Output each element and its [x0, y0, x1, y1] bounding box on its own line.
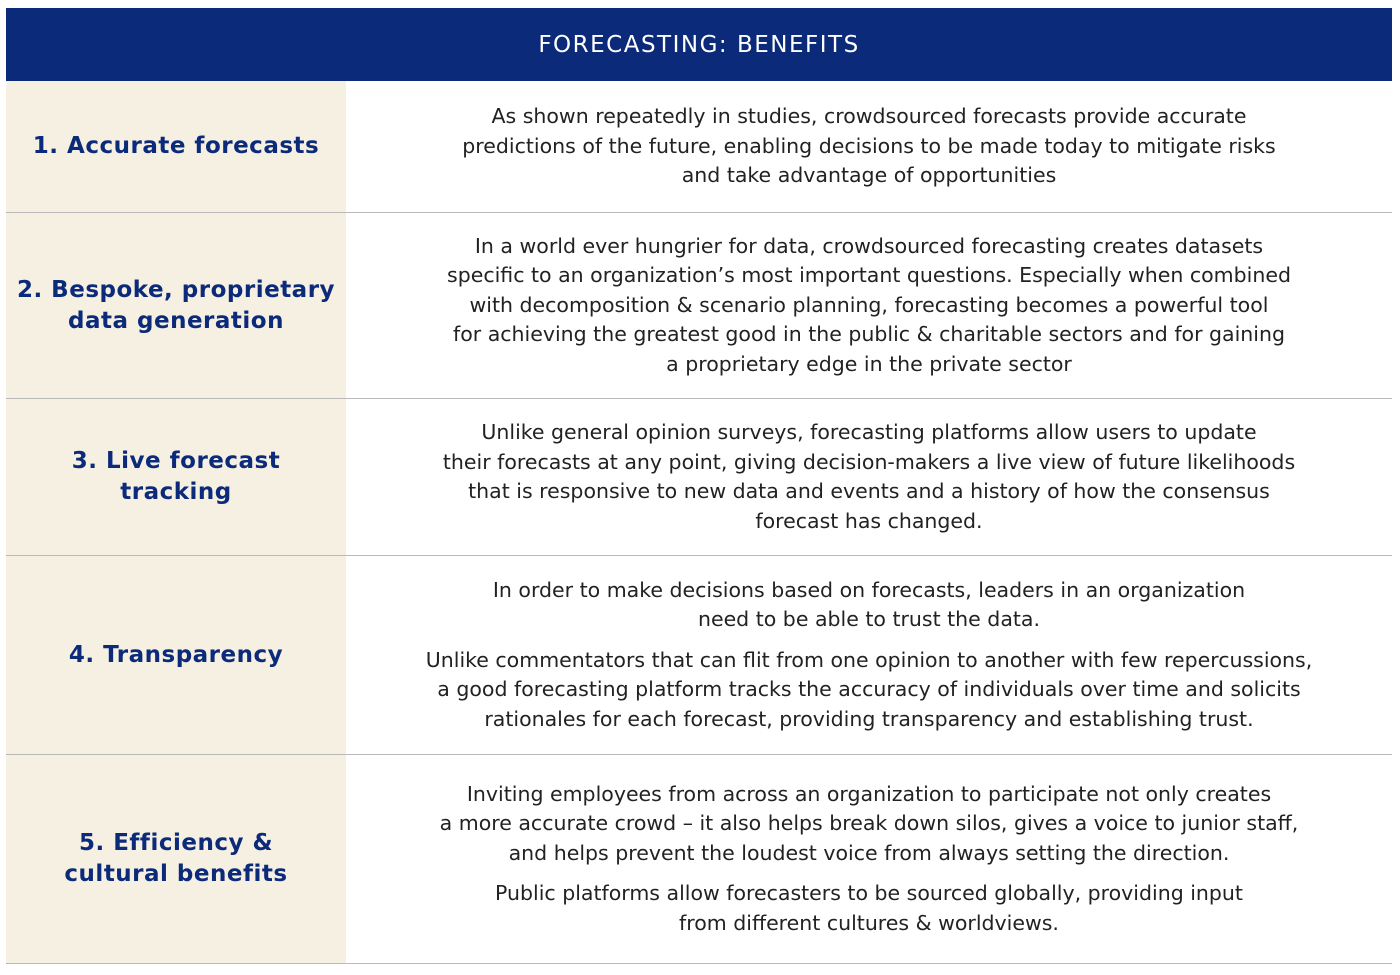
- description-line: need to be able to trust the data.: [697, 607, 1040, 632]
- benefit-label-line: 3. Live forecast tracking: [71, 448, 281, 505]
- benefit-description: [346, 213, 1392, 398]
- description-line: In a world ever hungrier for data, crowdsourced forecasting creates datasets: [474, 233, 1264, 258]
- description-line: In order to make decisions based on forecasts, leaders in an organization: [492, 577, 1246, 602]
- benefit-label-line: 2. Bespoke, proprietary: [16, 276, 336, 303]
- benefit-label-line: cultural benefits: [64, 861, 288, 887]
- table-row: [6, 399, 1392, 556]
- description-line: a good forecasting platform tracks the accuracy of individuals over time and solicits: [437, 677, 1301, 702]
- table-header: [6, 8, 1392, 81]
- description-paragraph: [443, 418, 1295, 536]
- benefit-label-line: 1. Accurate forecasts: [32, 133, 320, 159]
- benefit-label: [6, 213, 346, 398]
- benefit-label-line: 5. Efficiency &: [78, 830, 274, 856]
- description-line: rationales for each forecast, providing transparency and establishing trust.: [484, 706, 1254, 731]
- description-line: forecast has changed.: [755, 508, 983, 533]
- description-line: specific to an organization’s most important questions. Especially when combined: [447, 263, 1291, 288]
- benefit-label: [6, 556, 346, 754]
- description-paragraph: [426, 646, 1313, 735]
- description-line: As shown repeatedly in studies, crowdsourced forecasts provide accurate: [491, 104, 1247, 129]
- description-line: with decomposition & scenario planning, forecasting becomes a powerful tool: [469, 292, 1269, 317]
- benefit-label: [6, 81, 346, 212]
- table-row: [6, 213, 1392, 399]
- description-line: and take advantage of opportunities: [681, 163, 1057, 188]
- description-line: from different cultures & worldviews.: [679, 910, 1059, 935]
- description-line: that is responsive to new data and events and a history of how the consensus: [468, 479, 1270, 503]
- benefit-label: [6, 755, 346, 963]
- table-row: [6, 81, 1392, 213]
- description-line: predictions of the future, enabling decisions to be made today to mitigate risks: [462, 133, 1276, 158]
- benefit-label-line: 4. Transparency: [68, 641, 284, 668]
- description-paragraph: [495, 879, 1243, 938]
- table-row: [6, 556, 1392, 755]
- benefit-description: [346, 399, 1392, 555]
- table-body: [6, 81, 1392, 964]
- description-paragraph: [462, 102, 1275, 191]
- benefit-label: [6, 399, 346, 555]
- table-title: FORECASTING: BENEFITS: [538, 31, 860, 58]
- description-line: Inviting employees from across an organization to participate not only creates: [466, 781, 1272, 806]
- description-paragraph: [440, 780, 1299, 869]
- benefit-description: [346, 556, 1392, 754]
- description-line: a proprietary edge in the private sector: [666, 351, 1072, 376]
- benefit-description: [346, 755, 1392, 963]
- description-line: Unlike general opinion surveys, forecasting platforms allow users to update: [481, 420, 1257, 444]
- benefit-label-line: data generation: [68, 307, 284, 334]
- table-row: [6, 755, 1392, 964]
- description-line: their forecasts at any point, giving decision-makers a live view of future likelihoods: [442, 449, 1296, 474]
- description-line: Public platforms allow forecasters to be sourced globally, providing input: [495, 881, 1243, 906]
- description-paragraph: [447, 232, 1291, 380]
- description-line: for achieving the greatest good in the public & charitable sectors and for gaining: [453, 322, 1285, 347]
- description-paragraph: [493, 576, 1245, 635]
- description-line: Unlike commentators that can flit from one opinion to another with few repercussions,: [425, 647, 1313, 672]
- description-line: a more accurate crowd – it also helps break down silos, gives a voice to junior staff,: [439, 811, 1299, 836]
- description-line: and helps prevent the loudest voice from always setting the direction.: [508, 840, 1230, 865]
- benefit-description: [346, 81, 1392, 212]
- benefits-table: [6, 8, 1392, 964]
